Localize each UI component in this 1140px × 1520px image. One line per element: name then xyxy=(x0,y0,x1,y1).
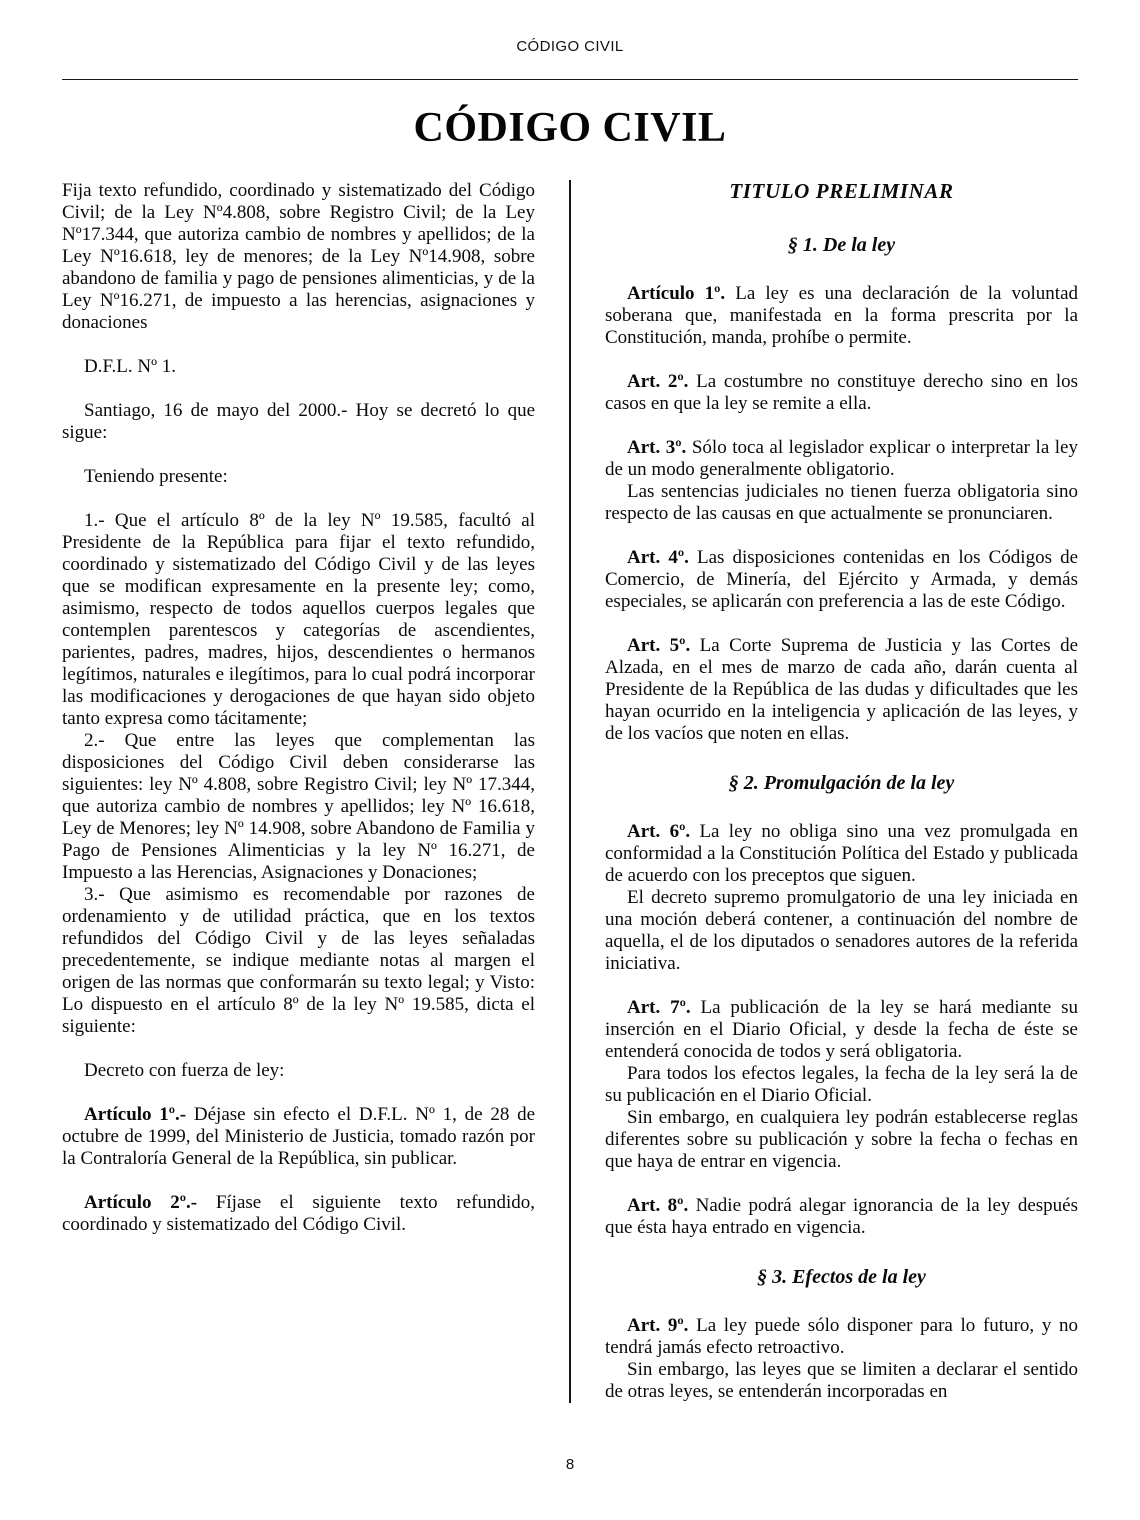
article-7 xyxy=(605,997,1078,1063)
article-lead: Art. 4º. xyxy=(627,547,689,568)
article-8 xyxy=(605,1195,1078,1239)
section-1-heading: § 1. De la ley xyxy=(787,234,896,256)
article-text: La ley es una declaración de la voluntad soberana que, manifestada en la forma prescrita por la Constitución, manda, prohíbe o permite. xyxy=(605,283,1079,348)
two-column-body xyxy=(62,180,1078,1403)
article-7-continuation: Para todos los efectos legales, la fecha de la ley será la de su publicación en el Diario Oficial. xyxy=(605,1063,1078,1106)
article-4 xyxy=(605,547,1078,613)
article-lead: Artículo 1º. xyxy=(627,283,726,304)
left-column xyxy=(62,180,535,1403)
article-text: Déjase sin efecto el D.F.L. Nº 1, de 28 de octubre de 1999, del Ministerio de Justicia, tomado razón por la Contraloría General de la República, sin publicar. xyxy=(62,1104,536,1169)
article-lead: Artículo 2º.- xyxy=(84,1192,198,1213)
article-lead: Artículo 1º.- xyxy=(84,1104,187,1125)
article-lead: Art. 2º. xyxy=(627,371,689,392)
article-1 xyxy=(605,283,1078,349)
article-7-continuation-2: Sin embargo, en cualquiera ley podrán establecerse reglas diferentes sobre su publicación y sobre la fecha o fechas en que haya de entrar en vigencia. xyxy=(605,1107,1078,1172)
article-text: La costumbre no constituye derecho sino en los casos en que la ley se remite a ella. xyxy=(605,371,1078,414)
paragraph-dfl: D.F.L. Nº 1. xyxy=(84,356,176,377)
article-text: La publicación de la ley se hará mediante su inserción en el Diario Oficial, y desde la fecha de éste se entenderá conocida de todos y será obligatoria. xyxy=(605,997,1078,1062)
titulo-preliminar-heading: TITULO PRELIMINAR xyxy=(729,179,954,203)
article-lead: Art. 9º. xyxy=(627,1315,689,1336)
article-9-continuation: Sin embargo, las leyes que se limiten a declarar el sentido de otras leyes, se entenderán incorporadas en xyxy=(605,1359,1078,1402)
article-text: La Corte Suprema de Justicia y las Cortes de Alzada, en el mes de marzo de cada año, darán cuenta al Presidente de la República de las dudas y dificultades que les hayan ocurrido en la inteligencia y aplicación de las leyes, y de los vacíos que noten en ellas. xyxy=(605,635,1078,744)
article-9 xyxy=(605,1315,1078,1359)
paragraph-teniendo: Teniendo presente: xyxy=(84,466,228,487)
article-text: Las disposiciones contenidas en los Códigos de Comercio, de Minería, del Ejército y Armada, y demás especiales, se aplicarán con preferencia a las de este Código. xyxy=(605,547,1078,612)
paragraph-item-1: 1.- Que el artículo 8º de la ley Nº 19.585, facultó al Presidente de la República para fijar el texto refundido, coordinado y sistematizado del Código Civil y de las leyes que se modifican expresamente en la presente ley; como, asimismo, respecto de todos aquellos cuerpos legales que contemplen parentescos y categorías de ascendientes, parientes, padres, madres, hijos, descendientes o hermanos legítimos, naturales e ilegítimos, para lo cual podrá incorporar las modificaciones y derogaciones de que hayan sido objeto tanto expresa como tácitamente; xyxy=(62,510,535,729)
article-text: Sólo toca al legislador explicar o interpretar la ley de un modo generalmente obligatorio. xyxy=(605,437,1078,480)
article-3 xyxy=(605,437,1078,481)
section-3-heading: § 3. Efectos de la ley xyxy=(757,1266,926,1288)
page-title: CÓDIGO CIVIL xyxy=(413,105,727,151)
article-1-decree xyxy=(62,1104,535,1170)
article-text: La ley puede sólo disponer para lo futuro, y no tendrá jamás efecto retroactivo. xyxy=(605,1315,1078,1358)
column-divider xyxy=(569,180,571,1403)
article-lead: Art. 3º. xyxy=(627,437,687,458)
paragraph-santiago: Santiago, 16 de mayo del 2000.- Hoy se decretó lo que sigue: xyxy=(62,400,535,443)
right-column xyxy=(605,180,1078,1403)
article-3-continuation: Las sentencias judiciales no tienen fuerza obligatoria sino respecto de las causas en que actualmente se pronunciaren. xyxy=(605,481,1078,524)
article-lead: Art. 8º. xyxy=(627,1195,689,1216)
article-6-continuation: El decreto supremo promulgatorio de una ley iniciada en una moción deberá contener, a continuación del nombre de aquella, el de los diputados o senadores autores de la referida iniciativa. xyxy=(605,887,1078,974)
article-lead: Art. 7º. xyxy=(627,997,691,1018)
paragraph-item-3: 3.- Que asimismo es recomendable por razones de ordenamiento y de utilidad práctica, que en los textos refundidos del Código Civil y de las leyes señaladas precedentemente, se indique mediante notas al margen el origen de las normas que conformarán su texto legal; y Visto: Lo dispuesto en el artículo 8º de la ley Nº 19.585, dicta el siguiente: xyxy=(62,884,535,1037)
paragraph-intro: Fija texto refundido, coordinado y sistematizado del Código Civil; de la Ley Nº4.808, sobre Registro Civil; de la Ley Nº17.344, que autoriza cambio de nombres y apellidos; de la Ley Nº16.618, ley de menores; de la Ley Nº14.908, sobre abandono de familia y pago de pensiones alimenticias, y de la Ley Nº16.271, de impuesto a las herencias, asignaciones y donaciones xyxy=(62,180,535,333)
article-text: Fíjase el siguiente texto refundido, coordinado y sistematizado del Código Civil. xyxy=(62,1192,535,1235)
paragraph-item-2: 2.- Que entre las leyes que complementan las disposiciones del Código Civil deben considerarse las siguientes: ley Nº 4.808, sobre Registro Civil; ley Nº 17.344, que autoriza cambio de nombres y apellidos; ley Nº 16.618, Ley de Menores; ley Nº 14.908, sobre Abandono de Familia y Pago de Pensiones Alimenticias y la ley Nº 16.271, de Impuesto a las Herencias, Asignaciones y Donaciones; xyxy=(62,730,535,883)
page-number: 8 xyxy=(565,1456,575,1473)
article-2-decree xyxy=(62,1192,535,1236)
paragraph-decreto: Decreto con fuerza de ley: xyxy=(84,1060,285,1081)
article-2 xyxy=(605,371,1078,415)
article-lead: Art. 6º. xyxy=(627,821,691,842)
section-2-heading: § 2. Promulgación de la ley xyxy=(728,772,955,794)
article-lead: Art. 5º. xyxy=(627,635,691,656)
article-text: La ley no obliga sino una vez promulgada en conformidad a la Constitución Política del Estado y publicada de acuerdo con los preceptos que siguen. xyxy=(605,821,1078,886)
header-rule xyxy=(62,79,1078,80)
running-header: CÓDIGO CIVIL xyxy=(516,38,624,55)
article-text: Nadie podrá alegar ignorancia de la ley después que ésta haya entrado en vigencia. xyxy=(605,1195,1078,1238)
article-6 xyxy=(605,821,1078,887)
article-5 xyxy=(605,635,1078,745)
